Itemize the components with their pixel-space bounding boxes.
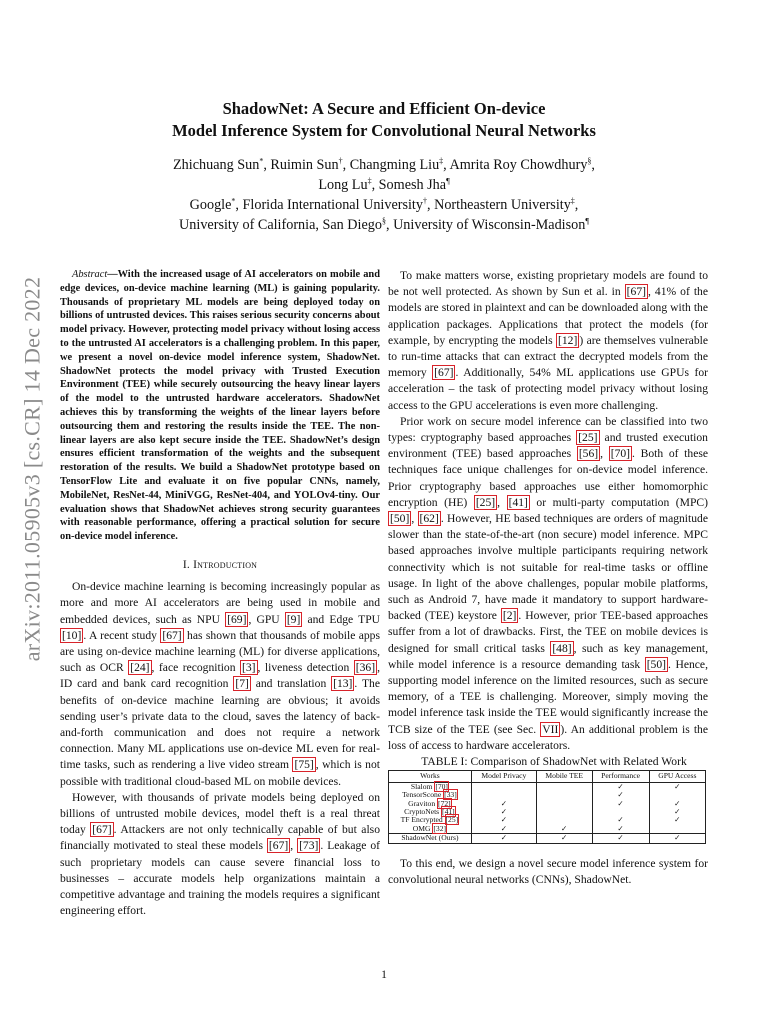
- paragraph-text: ,: [411, 512, 418, 526]
- work-name: Slalom: [410, 781, 433, 791]
- paragraph-text: . Hence, supporting model inference on the limited resources, such as secure memory, of a TEE is challenging. Moreover, simply moving the model inference task inside the TEE would significantly increase the TCB size of the TEE (see Sec.: [388, 657, 708, 736]
- paragraph-text: . Both of these techniques face unique challenges for on-device model inference. Prior cryptography based approaches use either homomorphic encryption (HE): [388, 447, 708, 509]
- title-line-1: ShadowNet: A Secure and Efficient On-device: [222, 99, 546, 118]
- check-mark: ✓: [592, 782, 649, 791]
- author-text: University of California, San Diego: [179, 217, 382, 233]
- paragraph-text: To make matters worse, existing proprietary models are found to be not well protected. As shown by Sun et al. in: [388, 269, 708, 299]
- citation-link[interactable]: [25]: [445, 815, 459, 825]
- author-text: Zhichuang Sun: [173, 157, 260, 173]
- affiliation-mark: ‡: [439, 156, 444, 166]
- check-mark: ✓: [536, 825, 592, 834]
- table-header-cell: Performance: [592, 771, 649, 782]
- check-mark: ✓: [471, 808, 536, 816]
- left-body: [60, 579, 380, 919]
- author-text: , Somesh Jha: [371, 177, 447, 193]
- affiliation-mark: §: [587, 156, 592, 166]
- author-text: ,: [591, 157, 595, 173]
- citation-link[interactable]: [24]: [130, 661, 150, 675]
- citation-link[interactable]: [50]: [646, 657, 667, 671]
- affiliation-mark: *: [231, 196, 236, 206]
- check-mark: ✓: [649, 816, 705, 824]
- paragraph-text: and trusted execution environment (TEE) based approaches: [388, 431, 708, 461]
- section-title: Introduction: [193, 557, 258, 571]
- section-heading-introduction: [60, 557, 380, 573]
- paragraph-text: . Leakage of such proprietary models can cause severe financial loss to businesses – accurate models help organizations maintain a competitive advantage and training the models requires a significant engineering effort.: [60, 839, 381, 918]
- paragraph-text: , ID card and bank card recognition: [60, 661, 380, 691]
- affiliation-mark: ‡: [367, 176, 372, 186]
- abstract-label: Abstract: [72, 269, 108, 280]
- author-line-2: [60, 175, 708, 195]
- paragraph-text: , liveness detection: [257, 661, 354, 675]
- author-text: , Northeastern University: [426, 197, 571, 213]
- paragraph-text: ,: [290, 839, 298, 853]
- affiliation-line-2: [60, 215, 708, 235]
- paragraph: [60, 790, 380, 920]
- paragraph: [388, 268, 708, 414]
- citation-link[interactable]: [41]: [442, 806, 455, 816]
- work-name: CryptoNets: [404, 806, 440, 816]
- citation-link[interactable]: [36]: [355, 661, 376, 675]
- right-column: [388, 268, 708, 888]
- check-mark: ✓: [592, 791, 649, 799]
- citation-link[interactable]: [12]: [558, 333, 578, 347]
- work-name: OMG: [412, 823, 431, 833]
- table-header-cell: GPU Access: [649, 771, 705, 782]
- citation-link[interactable]: [25]: [475, 495, 496, 509]
- author-text: , University of Wisconsin-Madison: [385, 217, 586, 233]
- citation-link[interactable]: [3]: [242, 661, 256, 675]
- empty-cell: [471, 782, 536, 791]
- paragraph-text: , which is not possible with traditional cloud-based ML on mobile devices.: [60, 758, 380, 788]
- affiliation-mark: †: [338, 156, 343, 166]
- paragraph-text: and Edge TPU: [302, 612, 381, 626]
- citation-link[interactable]: [75]: [294, 758, 314, 772]
- affiliation-mark: ¶: [585, 216, 589, 226]
- citation-link[interactable]: [48]: [552, 641, 572, 655]
- affiliation-mark: *: [259, 156, 264, 166]
- paragraph-text: . The benefits of on-device machine learning are obvious; it avoids sending user’s private data to the cloud, saves the latency of back-and-forth communication and does not require a network connection. Many ML applications use on-device ML even for real-time tasks, such as rendering a live video stream: [60, 677, 380, 772]
- paragraph-text: , 41% of the models are stored in plaintext and can be downloaded along with the application packages. Applications that protect the models (for example, by encrypting the models: [388, 285, 709, 347]
- author-text: , Florida International University: [235, 197, 423, 213]
- citation-link[interactable]: [50]: [390, 512, 410, 526]
- affiliation-mark: ¶: [446, 176, 450, 186]
- arxiv-identifier-text: arXiv:2011.05905v3 [cs.CR] 14 Dec 2022: [19, 276, 44, 662]
- abstract: [60, 268, 380, 544]
- paragraph-text: ,: [600, 447, 609, 461]
- table-row: [389, 834, 706, 843]
- check-mark: ✓: [471, 800, 536, 808]
- page-number: 1: [381, 968, 387, 981]
- check-mark: ✓: [649, 782, 705, 791]
- affiliation-mark: §: [381, 216, 386, 226]
- citation-link[interactable]: [67]: [268, 839, 289, 853]
- paragraph-text: . A recent study: [83, 628, 161, 642]
- paragraph-text: Prior work on secure model inference can be classified into two types: cryptography based approaches: [388, 414, 708, 445]
- citation-link[interactable]: [67]: [434, 366, 454, 380]
- citation-link[interactable]: [72]: [438, 798, 451, 808]
- paragraph-text: ) are themselves vulnerable to run-time attacks that can extract the decrypted models from the memory: [388, 333, 708, 380]
- table-caption: TABLE I: Comparison of ShadowNet with Related Work: [421, 755, 687, 769]
- work-name: ShadowNet (Ours): [401, 833, 459, 843]
- check-mark: ✓: [471, 816, 536, 824]
- author-list: [60, 155, 708, 235]
- paper-header: [60, 98, 708, 235]
- table-cell-work: [389, 834, 472, 843]
- citation-link[interactable]: [70]: [610, 447, 631, 461]
- check-mark: ✓: [649, 808, 705, 816]
- citation-link[interactable]: [33]: [444, 790, 457, 800]
- citation-link[interactable]: [10]: [62, 628, 82, 642]
- left-column: [60, 268, 380, 919]
- right-body: [388, 268, 708, 754]
- paragraph: [388, 414, 708, 754]
- citation-link[interactable]: [73]: [299, 839, 319, 853]
- check-mark: ✓: [536, 834, 592, 843]
- paragraph-text: and translation: [250, 677, 332, 691]
- paragraph-text: However, with thousands of private models being deployed on billions of untrusted mobile devices, model theft is a real threat today: [60, 790, 380, 837]
- table-header-cell: Mobile TEE: [536, 771, 592, 782]
- table-header-cell: Works: [389, 771, 472, 782]
- check-mark: ✓: [471, 834, 536, 843]
- affiliation-line-1: [60, 195, 708, 215]
- paragraph-text: . However, HE based techniques are orders of magnitude slower than the state-of-the-art (non secure) model inference. MPC based approaches involve multiple participants requiring network connectivity which is not suitable for real-time tasks or offline usage. In light of the above challenges, popular mobile platforms, such as Android 7, have made it mandatory to support hardware-backed (TEE) keystore: [388, 512, 708, 623]
- work-name: TF Encrypted: [400, 815, 443, 825]
- author-text: Long Lu: [318, 177, 368, 193]
- author-text: , Ruimin Sun: [263, 157, 339, 173]
- paragraph-text: On-device machine learning is becoming increasingly popular as more and more AI accelerators are being used in mobile and embedded devices, such as NPU: [60, 580, 380, 626]
- paragraph-text: ,: [497, 495, 507, 509]
- paragraph-text: , such as key management, while model inference is a resource demanding task: [388, 641, 708, 671]
- citation-link[interactable]: [62]: [419, 512, 439, 526]
- paragraph-text: ). An additional problem is the loss of access to hardware accelerators.: [388, 722, 708, 752]
- citation-link[interactable]: [56]: [578, 447, 599, 461]
- check-mark: ✓: [649, 800, 705, 808]
- paragraph-text: , face recognition: [151, 661, 241, 675]
- citation-link[interactable]: [67]: [92, 823, 112, 837]
- empty-cell: [536, 800, 592, 808]
- paragraph-text: has shown that thousands of mobile apps are using on-device machine learning (ML) for diverse applications, such as OCR: [60, 628, 380, 675]
- check-mark: ✓: [592, 825, 649, 834]
- section-number: I.: [182, 557, 190, 571]
- author-text: ,: [574, 197, 579, 213]
- paragraph: To this end, we design a novel secure model inference system for convolutional neural networks (CNNs), ShadowNet.: [388, 856, 708, 886]
- check-mark: ✓: [471, 825, 536, 834]
- citation-link[interactable]: [7]: [235, 677, 249, 691]
- citation-link[interactable]: [25]: [578, 431, 598, 445]
- citation-link[interactable]: [2]: [502, 609, 517, 623]
- title-line-2: Model Inference System for Convolutional Neural Networks: [172, 121, 596, 140]
- paragraph: [60, 579, 380, 790]
- table-header-cell: Model Privacy: [471, 771, 536, 782]
- paragraph-text: or multi-party computation (MPC): [529, 495, 708, 509]
- citation-link[interactable]: [69]: [227, 612, 247, 626]
- author-text: , Changming Liu: [342, 157, 440, 173]
- author-text: , Amrita Roy Chowdhury: [443, 157, 588, 173]
- check-mark: ✓: [649, 834, 705, 843]
- paragraph-text: . Attackers are not only technically capable of but also financially motivated to steal these models: [60, 823, 380, 853]
- empty-cell: [536, 782, 592, 791]
- check-mark: ✓: [592, 800, 649, 808]
- citation-link[interactable]: VII: [542, 722, 559, 736]
- citation-link[interactable]: [67]: [626, 285, 646, 299]
- citation-link[interactable]: [13]: [333, 677, 353, 691]
- paper-title: [60, 98, 708, 142]
- paragraph-text: , GPU: [248, 612, 285, 626]
- author-text: Google: [189, 197, 232, 213]
- citation-link[interactable]: [32]: [433, 823, 447, 833]
- affiliation-mark: ‡: [570, 196, 575, 206]
- empty-cell: [536, 791, 592, 799]
- citation-link[interactable]: [41]: [508, 495, 528, 509]
- paragraph-text: . However, prior TEE-based approaches suffer from a lot of drawbacks. First, the TEE on mobile devices is designed for small critical tasks: [388, 609, 708, 655]
- affiliation-mark: †: [422, 196, 427, 206]
- citation-link[interactable]: [67]: [162, 628, 182, 642]
- check-mark: ✓: [592, 834, 649, 843]
- work-name: TensorScone: [402, 790, 442, 800]
- work-name: Graviton: [408, 798, 436, 808]
- comparison-table: [388, 770, 706, 843]
- abstract-text: —With the increased usage of AI accelerators on mobile and edge devices, on-device machine learning (ML) is gaining popularity. Thousands of proprietary ML models are being deployed today on billions of untrusted devices. This raises serious security concerns about model privacy. However, protecting model privacy without losing access to the untrusted AI accelerators is a challenging problem. In this paper, we present a novel on-device model inference system, ShadowNet. ShadowNet protects the model privacy with Trusted Execution Environment (TEE) while securely outsourcing the heavy linear layers of the model to the untrusted hardware accelerators. ShadowNet achieves this by transforming the weights of the linear layers before outsourcing them and restoring the results inside the TEE. The non-linear layers are also kept secure inside the TEE. ShadowNet’s design ensures efficient transformation of the weights and the subsequent restoration of the results. We build a ShadowNet prototype based on TensorFlow Lite and evaluate it on five popular CNNs, namely, MobileNet, ResNet-44, MiniVGG, ResNet-404, and YOLOv4-tiny. Our evaluation shows that ShadowNet achieves strong security guarantees with reasonable performance, offering a practical solution for secure on-device model inference.: [60, 269, 380, 543]
- arxiv-identifier: [17, 268, 47, 670]
- table-body: [389, 782, 706, 843]
- check-mark: ✓: [592, 816, 649, 824]
- empty-cell: [536, 808, 592, 816]
- citation-link[interactable]: [70]: [435, 781, 448, 791]
- paragraph-text: . Additionally, 54% ML applications use GPUs for acceleration – the task of protecting model privacy without losing access to the GPU accelerations is even more challenging.: [388, 366, 708, 412]
- citation-link[interactable]: [9]: [286, 612, 301, 626]
- author-line-1: [60, 155, 708, 175]
